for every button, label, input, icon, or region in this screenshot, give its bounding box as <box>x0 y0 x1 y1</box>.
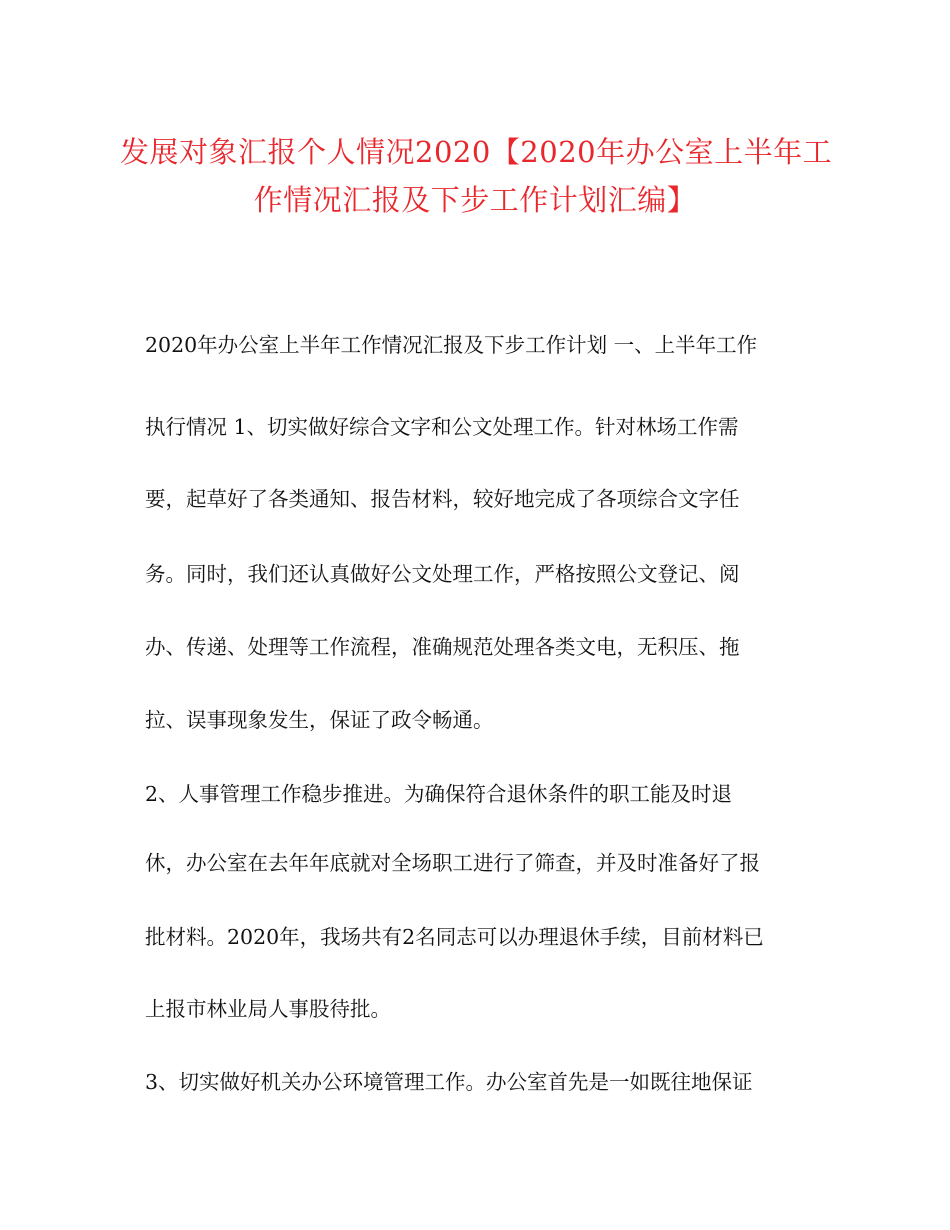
body-line-10: 上报市林业局人事股待批。 <box>145 997 391 1021</box>
body-line-1: 2020年办公室上半年工作情况汇报及下步工作计划 一、上半年工作 <box>145 333 758 357</box>
body-line-8: 休，办公室在去年年底就对全场职工进行了筛查，并及时准备好了报 <box>145 851 760 875</box>
body-line-9: 批材料。2020年，我场共有2名同志可以办理退休手续，目前材料已 <box>145 925 764 949</box>
title-line-2: 作情况汇报及下步工作计划汇编】 <box>253 183 697 217</box>
body-line-2: 执行情况 1、切实做好综合文字和公文处理工作。针对林场工作需 <box>145 415 739 439</box>
body-line-7: 2、人事管理工作稳步推进。为确保符合退休条件的职工能及时退 <box>145 782 733 806</box>
body-line-11: 3、切实做好机关办公环境管理工作。办公室首先是一如既往地保证 <box>145 1070 753 1094</box>
body-line-4: 务。同时，我们还认真做好公文处理工作，严格按照公文登记、阅 <box>145 562 740 586</box>
document-title <box>120 128 833 224</box>
title-line-1: 发展对象汇报个人情况2020【2020年办公室上半年工 <box>120 135 833 169</box>
body-line-5: 办、传递、处理等工作流程，准确规范处理各类文电，无积压、拖 <box>145 635 740 659</box>
body-line-3: 要，起草好了各类通知、报告材料，较好地完成了各项综合文字任 <box>145 487 740 511</box>
body-line-6: 拉、误事现象发生，保证了政令畅通。 <box>145 708 494 732</box>
